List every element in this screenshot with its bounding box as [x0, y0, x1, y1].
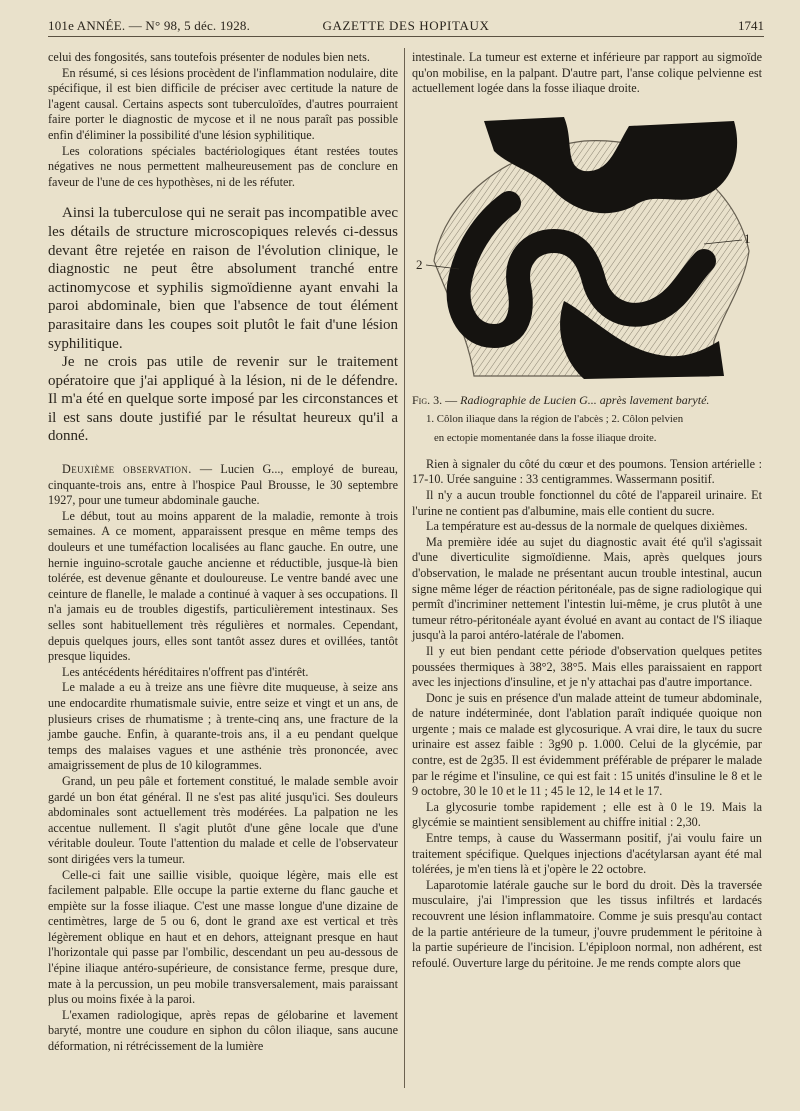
right-column — [412, 50, 762, 971]
caption-title-line: Fig. 3. — Radiographie de Lucien G... après lavement baryté. — [412, 392, 710, 407]
paragraph: L'examen radiologique, après repas de gélobarine et lavement baryté, montre une coudure en siphon du côlon iliaque, sans aucune déformation, ni rétrécissement de la lumière — [48, 1007, 398, 1054]
figure-label-2: 2 — [416, 256, 423, 272]
journal-title: GAZETTE DES HOPITAUX — [322, 18, 490, 33]
paragraph: Les antécédents héréditaires n'offrent pas d'intérêt. — [62, 664, 309, 679]
paragraph: Les colorations spéciales bactériologiques étant restées toutes négatives ne nous permettent malheureusement pas de conclure en faveur de l'une de ces hypothèses, ni de les réfuter. — [48, 143, 398, 189]
paragraph: intestinale. La tumeur est externe et inférieure par rapport au sigmoïde qu'on mobilise, en la palpant. D'autre part, l'anse colique pelvienne est actuellement logée dans la fosse iliaque droite. — [412, 50, 762, 96]
paragraph: Le début, tout au moins apparent de la maladie, remonte à trois semaines. A ce moment, apparaissent presque en même temps des douleurs et une tuméfaction localisées au flanc gauche. En outre, une hernie inguino-scrotale gauche ancienne et réductible, jusque-là bien tolérée, est devenue gênante et douloureuse. Le ventre bandé avec une ceinture de flanelle, le malade a continué à vaquer à ses occupations. Il n'a jamais eu de troubles digestifs, particulièrement intestinaux. Ses selles sont habituellement très régulières et normales. Cependant, depuis quelques jours, elles sont tantôt assez dures et ovillées, tantôt presque liquides. — [48, 508, 398, 664]
page-number: 1741 — [738, 18, 764, 33]
caption-title: Radiographie de Lucien G... après lavement baryté. — [460, 392, 710, 407]
left-column — [48, 50, 398, 1055]
observation-label: Deuxième observation. — [62, 462, 192, 477]
caption-label: Fig. 3. — [412, 392, 443, 407]
running-header — [48, 12, 764, 37]
paragraph: celui des fongosités, sans toutefois présenter de nodules bien nets. — [48, 50, 370, 64]
paragraph: La glycosurie tombe rapidement ; elle est à 0 le 19. Mais la glycémie se maintient sensiblement au chiffre initial : 2,30. — [412, 799, 762, 830]
radiograph-drawing — [414, 111, 759, 387]
paragraph: Donc je suis en présence d'un malade atteint de tumeur abdominale, de nature indéterminée, dont l'ablation paraît indiquée quoique non urgente ; mais ce malade est glycosurique. A vrai dire, le taux du sucre urinaire est assez faible : 3g90 p. 1.000. Celui de la glycémie, par contre, est de 2g35. Il est évidemment préférable de préparer le malade par le régime et l'insuline, ce qui est fait : 15 unités d'insuline le 8 et le 9 octobre, 30 le 10 et le 11 ; 45 le 12, le 14 et le 17. — [412, 690, 762, 799]
paragraph: Il y eut bien pendant cette période d'observation quelques petites poussées thermiques à 38°2, 38°5. Mais elles paraissaient en rapport avec les injections d'insuline, et je n'y attachai pas d'autre importance. — [412, 643, 762, 690]
paragraph: Il n'y a aucun trouble fonctionnel du côté de l'appareil urinaire. Et l'urine ne contient pas d'albumine, mais elle contient du sucre. — [412, 487, 762, 518]
figure-label-1: 1 — [744, 230, 751, 246]
conclusion-paragraph: Je ne crois pas utile de revenir sur le traitement opératoire que j'ai appliqué à la lésion, ni de le défendre. Il m'a été en quelque sorte imposé par les circonstances et il est sans doute justifié par le résultat heureux qu'il a donné. — [48, 354, 398, 445]
paragraph: Laparotomie latérale gauche sur le bord du droit. Dès la traversée musculaire, j'ai l'impression que les tissus infiltrés et lardacés recouvrent une lésion inflammatoire. Comme je suis presqu'au contact de la partie antérieure de la tumeur, j'ouvre prudemment le péritoine à la partie supérieure de l'incision. L'épiploon normal, non adhérent, est refoulé. Ouverture large du péritoine. Je me rends compte alors que — [412, 877, 762, 970]
radiograph-figure — [412, 111, 762, 387]
observation-intro — [48, 462, 398, 509]
conclusion-paragraph: Ainsi la tuberculose qui ne serait pas incompatible avec les détails de structure microscopiques relevés ci-dessus devant être rejetée en raison de l'évolution clinique, le diagnostic ne peut être absolument tranché entre actinomycose et syphilis sigmoïdienne ayant envahi la paroi abdominale, bien que l'absence de tout élément parasitaire dans les coupes soit plutôt le fait d'une lésion syphilitique. — [48, 205, 398, 352]
observation-text: — Lucien G..., employé de bureau, cinquante-trois ans, entre à l'hospice Paul Brousse, le 30 septembre 1927, pour une tumeur abdominale gauche. — [48, 462, 398, 508]
paragraph: En résumé, si ces lésions procèdent de l'inflammation nodulaire, dite spécifique, il est bien difficile de préciser avec certitude la nature de l'agent causal. Certains aspects sont tuberculoïdes, d'autres pourraient faire porter le diagnostic de mycose et il ne nous paraît pas possible enfin d'éliminer la possibilité d'une lésion syphilitique. — [48, 65, 398, 142]
paragraph: Entre temps, à cause du Wassermann positif, j'ai voulu faire un traitement spécifique. Quelques injections d'acétylarsan ayant été mal tolérées, je m'en tiens là et j'opère le 22 octobre. — [412, 831, 762, 877]
figure-caption — [412, 393, 762, 445]
paragraph: Rien à signaler du côté du cœur et des poumons. Tension artérielle : 17-10. Urée sanguine : 33 centigrammes. Wassermann positif. — [412, 456, 762, 487]
paragraph: Le malade a eu à treize ans une fièvre dite muqueuse, à seize ans une endocardite rhumatismale suivie, entre seize et vingt et un ans, de plusieurs crises de rhumatisme ; à trente-cinq ans, une fracture de la jambe gauche. Enfin, à quarante-trois ans, il a eu pendant quelque temps des malaises vagues et une asthénie très prononcée, avec amaigrissement de plus de 10 kilogrammes. — [48, 680, 398, 773]
conclusion-block — [48, 204, 398, 446]
column-divider — [404, 48, 405, 1088]
issue-info: 101e ANNÉE. — N° 98, 5 déc. 1928. — [48, 18, 251, 33]
paragraph: Grand, un peu pâle et fortement constitué, le malade semble avoir gardé un bon état général. Il ne s'est pas alité jusqu'ici. Ses douleurs abdominales sont actuellement très modérées. La palpation ne les accentue nullement. Il s'agit plutôt d'une gêne locale que d'une véritable douleur. Toute l'attention du malade et celle de l'observateur sont dirigées vers la tumeur. — [48, 773, 398, 866]
paragraph: La température est au-dessus de la normale de quelques dixièmes. — [426, 519, 748, 534]
paragraph: Celle-ci fait une saillie visible, quoique légère, mais elle est facilement palpable. Elle occupe la partie externe du flanc gauche et empiète sur la fosse iliaque. C'est une masse longue d'une dizaine de centimètres, large de 5 ou 6, dont le grand axe est vertical et très légèrement oblique en haut et en dehors, atteignant presque en haut l'horizontale qui passe par l'ombilic, descendant un peu au-dessous de l'épine iliaque antéro-supérieure, de consistance ferme, presque dure, mate à la percussion, un peu mobile transversalement, mais paraissant plus ou moins fixée à la paroi. — [48, 867, 398, 1007]
right-column-text — [412, 457, 762, 972]
caption-legend: 1. Côlon iliaque dans la région de l'abcès ; 2. Côlon pelvien — [426, 412, 684, 425]
paragraph: Ma première idée au sujet du diagnostic avait été qu'il s'agissait d'une diverticulite sigmoïdienne. Mais, après quelques jours d'observation, le malade ne présentant aucun trouble intestinal, aucun signe même léger de réaction péritonéale, pas de signe radiologique qui permît d'incriminer nettement l'intestin lui-même, je crus plutôt à une tumeur rétro-péritonéale ayant évolué en avant au contact de l'S iliaque jusqu'à la paroi antéro-latérale de l'abomen. — [412, 534, 762, 643]
caption-legend: en ectopie momentanée dans la fosse iliaque droite. — [434, 431, 657, 444]
